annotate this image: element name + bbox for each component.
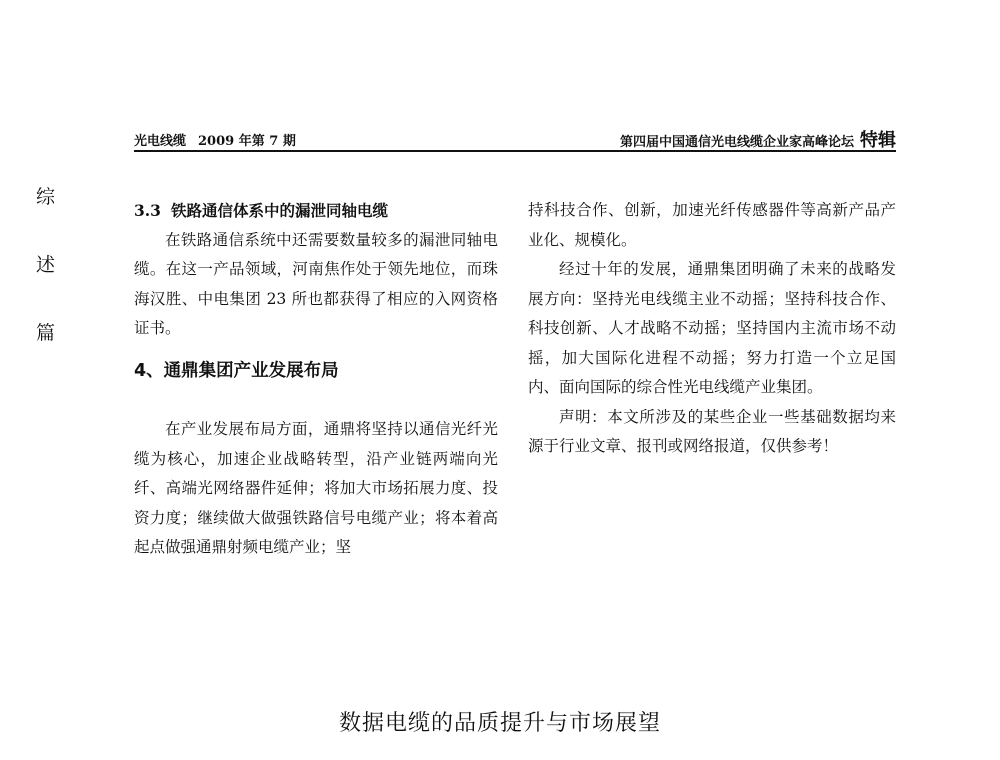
left-paragraph-2: 在产业发展布局方面，通鼎将坚持以通信光纤光缆为核心，加速企业战略转型，沿产业链两端向光纤、高端光网络器件延伸；将加大市场拓展力度、投资力度；继续做大做强铁路信号电缆产业；将本着高起点做强通鼎射频电缆产业；坚 <box>134 420 498 556</box>
left-column <box>134 196 498 563</box>
header-journal-info <box>134 130 296 149</box>
right-column <box>528 196 896 462</box>
side-label-char-3: 篇 <box>36 322 56 344</box>
right-paragraph-1: 持科技合作、创新，加速光纤传感器件等高新产品产业化、规模化。 <box>528 201 896 249</box>
side-label-char-2: 述 <box>36 254 56 276</box>
left-paragraph-1: 在铁路通信系统中还需要数量较多的漏泄同轴电缆。在这一产品领域，河南焦作处于领先地位，而珠海汉胜、中电集团 23 所也都获得了相应的入网资格证书。 <box>134 230 498 337</box>
section-heading: 4、通鼎集团产业发展布局 <box>134 360 339 381</box>
side-label-char-1: 综 <box>36 186 56 208</box>
running-header <box>134 122 896 152</box>
disclaimer-paragraph: 声明：本文所涉及的某些企业一些基础数据均来源于行业文章、报刊或网络报道，仅供参考！ <box>528 407 896 455</box>
next-article-title: 数据电缆的品质提升与市场展望 <box>338 711 661 736</box>
issue-number: 2009 年第 7 期 <box>198 134 296 149</box>
forum-name: 第四届中国通信光电线缆企业家高峰论坛 <box>619 135 854 150</box>
right-paragraph-2: 经过十年的发展，通鼎集团明确了未来的战略发展方向：坚持光电线缆主业不动摇；坚持科技合作、科技创新、人才战略不动摇；坚持国内主流市场不动摇，加大国际化进程不动摇；努力打造一个立足国内、面向国际的综合性光电线缆产业集团。 <box>528 260 896 396</box>
subsection-title: 铁路通信体系中的漏泄同轴电缆 <box>170 201 388 220</box>
section-tag: 特辑 <box>860 130 896 151</box>
subsection-heading <box>134 196 498 226</box>
journal-name: 光电线缆 <box>134 134 187 149</box>
subsection-number: 3.3 <box>134 201 161 220</box>
header-forum-info <box>620 126 896 152</box>
